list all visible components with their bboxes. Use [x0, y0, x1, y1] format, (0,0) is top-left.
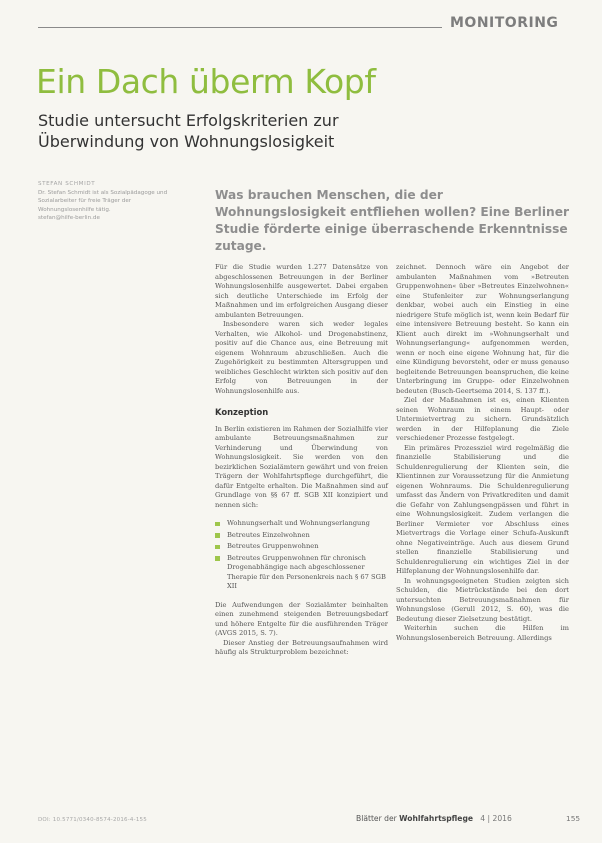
list-item-text: Betreutes Gruppenwohnen für chronisch Drogenabhängige nach abgeschlossener Therapie für den Personenkreis nach § 67 SGB XII [227, 553, 386, 590]
square-bullet-icon [215, 556, 220, 561]
list-item [215, 519, 388, 529]
square-bullet-icon [215, 545, 220, 550]
author-email[interactable]: stefan@hilfe-berlin.de [38, 215, 100, 222]
list-item [215, 531, 388, 541]
section-tag: MONITORING [450, 15, 559, 31]
journal-prefix: Blätter der [356, 814, 397, 823]
bullet-list [215, 519, 388, 592]
section-heading: Konzeption [215, 407, 269, 417]
body-paragraph: zeichnet. Dennoch wäre ein Angebot der ambulanten Maßnahmen vom »Betreuten Gruppenwohnen« über »Betreutes Einzelwohnen« eine Stufenleiter zur Wohnungserlangung denkbar, wobei auch ein Einstieg in eine niedrigere Stufe möglich ist, wenn kein Bedarf für eine intensivere Betreuung besteht. So kann ein Klient auch direkt im »Wohnungserhalt und Wohnungserlangung« aufgenommen werden, wenn er noch eine eigene Wohnung hat, für die eine Kündigung bevorsteht, oder er muss genauso begleitende Betreuungen beanspruchen, die keine Unterbringung im Gruppe- oder Einzelwohnen bedeuten (Busch-Geertsema 2014, S. 137 ff.). [396, 263, 569, 395]
body-paragraph: In wohnungsgeeigneten Studien zeigten sich Schulden, die Mietrückstände bei den dort untersuchten Betreuungsmaßnahmen für Wohnungslose (Gerull 2012, S. 60), was die Bedeutung dieser Zielsetzung bestätigt. [396, 576, 569, 623]
body-paragraph: Weiterhin suchen die Hilfen im Wohnungslosenbereich Betreuung. Allerdings [396, 624, 569, 642]
header-rule [38, 27, 442, 28]
list-item-text: Betreutes Einzelwohnen [227, 530, 310, 539]
body-paragraph: Ziel der Maßnahmen ist es, einen Klienten seinen Wohnraum in einem Haupt- oder Untermietvertrag zu sichern. Grundsätzlich werden in der Hilfeplanung die Ziele verschiedener Prozesse festgelegt. [396, 396, 569, 442]
list-item [215, 542, 388, 552]
journal-name: Wohlfahrtspflege [399, 814, 474, 823]
list-item [215, 554, 388, 592]
lead-paragraph: Was brauchen Menschen, die der Wohnungslosigkeit entfliehen wollen? Eine Berliner Studie förderte einige überraschende Erkenntnisse zutage. [215, 188, 569, 253]
footer-journal [356, 814, 512, 823]
square-bullet-icon [215, 533, 220, 538]
body-paragraph: In Berlin existieren im Rahmen der Sozialhilfe vier ambulante Betreuungsmaßnahmen zur Verhinderung und Überwindung von Wohnungslosigkeit. Sie werden von den bezirklichen Sozialämtern gewährt und von freien Trägern der Wohlfahrtspflege durchgeführt, die dafür Entgelte erhalten. Die Maßnahmen sind auf Grundlage von §§ 67 ff. SGB XII konzipiert und nennen sich: [215, 424, 388, 509]
author-bio: Dr. Stefan Schmidt ist als Sozialpädagoge und Sozialarbeiter für freie Träger der Wohnungslosenhilfe tätig. [38, 189, 168, 213]
page-number: 155 [566, 814, 581, 823]
list-item-text: Wohnungserhalt und Wohnungserlangung [227, 519, 370, 527]
body-paragraph: Dieser Anstieg der Betreuungsaufnahmen wird häufig als Strukturproblem bezeichnet: [215, 638, 388, 656]
author-name: STEFAN SCHMIDT [38, 181, 96, 187]
body-column-right [396, 263, 569, 643]
subtitle-line: Studie untersucht Erfolgskriterien zur [38, 111, 339, 130]
body-paragraph: Für die Studie wurden 1.277 Datensätze von abgeschlossenen Betreuungen in der Berliner Wohnungslosenhilfe ausgewertet. Dabei ergaben sich deutliche Unterschiede im Erfolg der Maßnahmen und im erfolgreichen Ausgang dieser ambulanten Betreuungen. [215, 263, 388, 319]
author-block [38, 180, 188, 223]
list-item-text: Betreutes Gruppenwohnen [227, 542, 319, 550]
body-paragraph: Die Aufwendungen der Sozialämter beinhalten einen zunehmend steigenden Betreuungsbedarf und höhere Entgelte für die ausführenden Träger (AVGS 2015, S. 7). [215, 600, 388, 637]
footer-doi: DOI: 10.5771/0340-8574-2016-4-155 [38, 817, 147, 823]
page-title: Ein Dach überm Kopf [36, 62, 376, 101]
subtitle-line: Überwindung von Wohnungslosigkeit [38, 132, 335, 151]
page-subtitle [38, 110, 458, 152]
body-paragraph: Insbesondere waren sich weder legales Verhalten, wie Alkohol- und Drogenabstinenz, positiv auf die Chance aus, eine Betreuung mit eigenem Wohnraum abzuschließen. Auch die Zugehörigkeit zu bestimmten Altersgruppen und weibliches Geschlecht wirkten sich positiv auf den Erfolg von Betreuungen in der Wohnungslosenhilfe aus. [215, 320, 388, 395]
journal-issue: 4 | 2016 [480, 814, 512, 823]
square-bullet-icon [215, 522, 220, 527]
body-paragraph: Ein primäres Prozessziel wird regelmäßig die finanzielle Stabilisierung und die Schuldenregulierung der Klienten sein, die Klientinnen zur Voraussetzung für die Anmietung eigenen Wohnraums. Die Schuldenregulierung umfasst das Ändern von Privatkrediten und damit die Gefahr von Zahlungsengpässen und führt in eine Wohnungslosigkeit. Zudem verlangen die Berliner Vermieter vor Abschluss eines Mietvertrags die Vorlage einer Schufa-Auskunft ohne Negativeinträge. Auch aus diesem Grund stellen finanzielle Stabilisierung und Schuldenregulierung ein wichtiges Ziel in der Hilfeplanung der Wohnungslosenhilfe dar. [396, 443, 569, 575]
body-column-left [215, 263, 388, 658]
